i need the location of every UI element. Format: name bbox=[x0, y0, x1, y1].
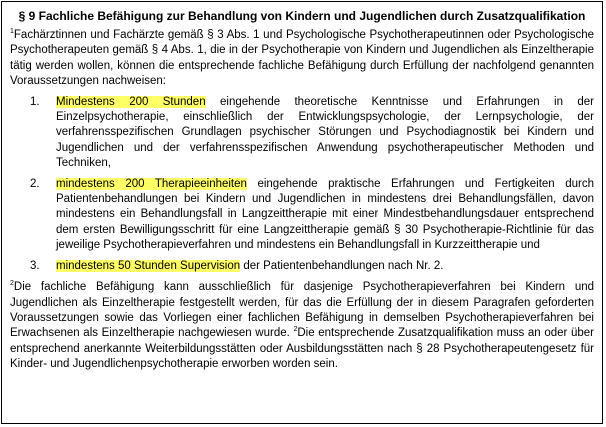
highlighted-text: mindestens 50 Stunden Supervision bbox=[56, 259, 241, 272]
item-text bbox=[56, 259, 594, 274]
paragraph-1 bbox=[10, 28, 594, 90]
requirements-list bbox=[12, 95, 594, 274]
sentence-number: 1 bbox=[10, 28, 14, 36]
sentence-number: 2 bbox=[10, 280, 14, 288]
document-frame bbox=[1, 1, 603, 424]
item-number: 1. bbox=[30, 95, 40, 108]
list-item bbox=[12, 95, 594, 172]
paragraph-2 bbox=[10, 280, 594, 372]
item-number: 2. bbox=[30, 177, 40, 190]
item-text bbox=[56, 95, 594, 172]
paragraph-2-text-2: Die entsprechende Zusatzqualifikation muss an oder über entsprechend anerkannte Weiterbildungsstätten oder Ausbildungsstätten nach § 28 Psychotherapeutengesetz für Kinder- und Jugendlichenpsychotherapie erworben worden sein. bbox=[10, 327, 594, 371]
item-number: 3. bbox=[30, 259, 40, 272]
list-item bbox=[12, 259, 594, 274]
highlighted-text: mindestens 200 Therapieeinheiten bbox=[56, 177, 247, 190]
paragraph-2-text-1: Die fachliche Befähigung kann ausschließlich für dasjenige Psychotherapieverfahren bei Kindern und Jugendlichen als Einzeltherapie festgestellt werden, für das die Erfüllung der in diesem Paragrafen geforderten Voraussetzungen sowie das Vorliegen einer fachlichen Befähigung in demselben Psychotherapieverfahren bei Erwachsenen als Einzeltherapie nachgewiesen wurde. bbox=[10, 281, 594, 340]
item-body: eingehende theoretische Kenntnisse und Erfahrungen in der Einzelpsychotherapie, einschließlich der Entwicklungspsychologie, der Lernpsychologie, der verfahrensspezifischen Grundlagen psychischer Störungen und Psychodiagnostik bei Kindern und Jugendlichen und der verfahrensspezifischen Anwendung psychotherapeutischer Methoden und Techniken, bbox=[56, 95, 594, 170]
item-text bbox=[56, 177, 594, 254]
list-item bbox=[12, 177, 594, 254]
item-body: eingehende praktische Erfahrungen und Fertigkeiten durch Patientenbehandlungen bei Kindern und Jugendlichen in mindestens drei Behandlungsfällen, davon mindestens ein Behandlungsfall in Langzeittherapie mit einer Mindestbehandlungsdauer entsprechend dem ersten Bewilligungsschritt für eine Langzeittherapie gemäß § 30 Psychotherapie-Richtlinie für das jeweilige Psychotherapieverfahren und mindestens ein Behandlungsfall in Kurzzeittherapie und bbox=[56, 177, 594, 252]
paragraph-1-text: Fachärztinnen und Fachärzte gemäß § 3 Abs. 1 und Psychologische Psychotherapeutinnen oder Psychologische Psychotherapeuten gemäß § 4 Abs. 1, die in der Psychotherapie von Kindern und Jugendlichen als Einzeltherapie tätig werden wollen, können die entsprechende fachliche Befähigung durch Erfüllung der nachfolgend genannten Voraussetzungen nachweisen: bbox=[10, 29, 594, 88]
section-title: § 9 Fachliche Befähigung zur Behandlung von Kindern und Jugendlichen durch Zusatzqualifikation bbox=[18, 9, 586, 23]
highlighted-text: Mindestens 200 Stunden bbox=[56, 95, 206, 108]
item-body: der Patientenbehandlungen nach Nr. 2. bbox=[240, 259, 444, 272]
sentence-number: 2 bbox=[293, 326, 298, 334]
